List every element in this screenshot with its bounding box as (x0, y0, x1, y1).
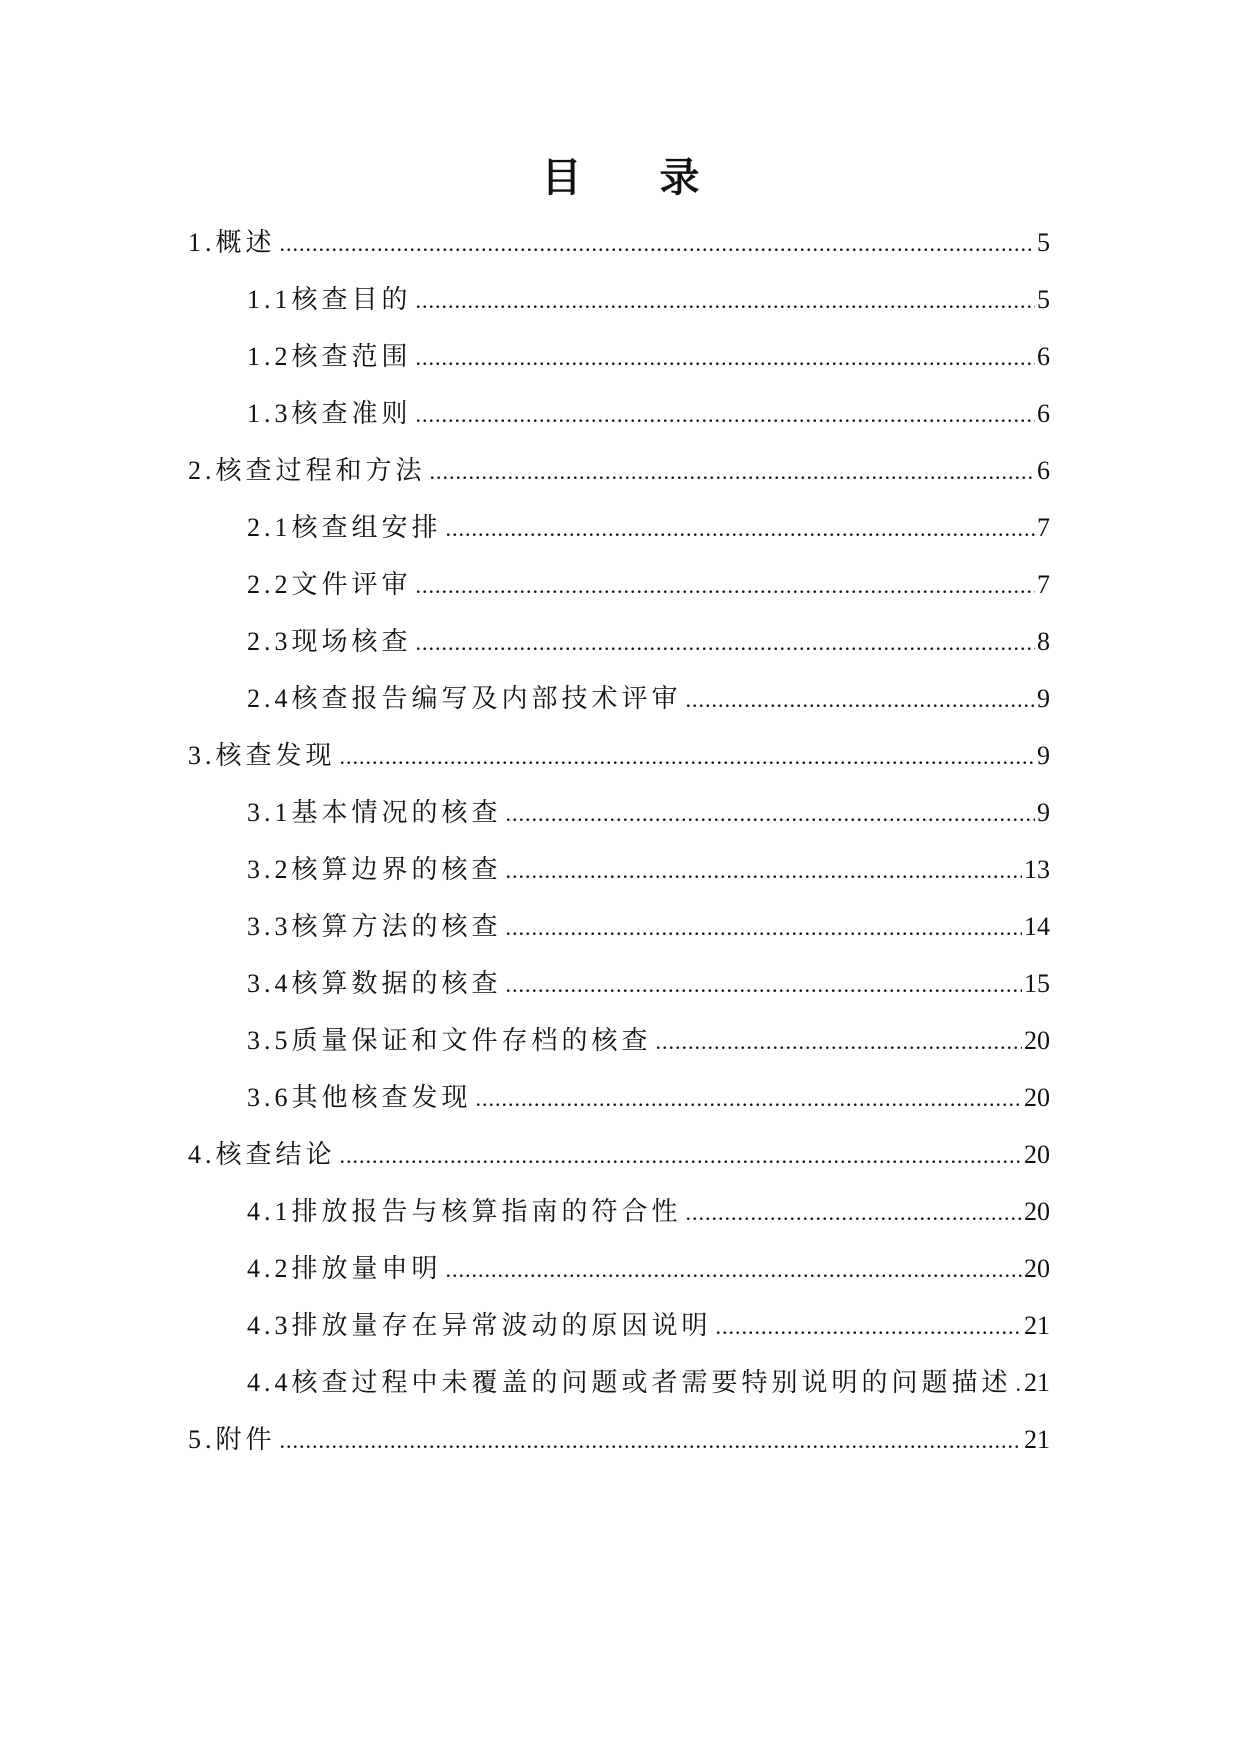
toc-entry-label: 2.4核查报告编写及内部技术评审 (247, 684, 682, 713)
toc-entry[interactable] (188, 391, 1050, 448)
toc-entry[interactable] (188, 1075, 1050, 1132)
toc-page-number: 20 (1024, 1197, 1050, 1226)
page-title: 目 录 (541, 155, 734, 200)
toc-entry-label: 2.1核查组安排 (247, 513, 442, 542)
toc-dot-leader (506, 791, 1035, 837)
toc-dot-leader (716, 1304, 1022, 1350)
toc-entry[interactable] (188, 847, 1050, 904)
toc-entry[interactable] (188, 505, 1050, 562)
toc-page-number: 20 (1024, 1140, 1050, 1169)
toc-entry[interactable] (188, 961, 1050, 1018)
toc-entry-label: 4.4核查过程中未覆盖的问题或者需要特别说明的问题描述 (247, 1368, 1012, 1397)
toc-page-number: 9 (1037, 684, 1050, 713)
toc-page-number: 9 (1037, 798, 1050, 827)
toc-entry-label: 2.2文件评审 (247, 570, 412, 599)
toc-entry-label: 3.1基本情况的核查 (247, 798, 502, 827)
toc-dot-leader (280, 1418, 1022, 1464)
toc-dot-leader (430, 449, 1035, 495)
toc-page-number: 20 (1024, 1026, 1050, 1055)
toc-entry[interactable] (188, 448, 1050, 505)
toc-page-number: 6 (1037, 399, 1050, 428)
toc-entry-label: 5.附件 (188, 1425, 276, 1454)
toc-dot-leader (416, 620, 1035, 666)
toc-page-number: 7 (1037, 513, 1050, 542)
toc-page-number: 6 (1037, 456, 1050, 485)
toc-page-number: 8 (1037, 627, 1050, 656)
toc-page-number: 7 (1037, 570, 1050, 599)
toc-entry-label: 1.3核查准则 (247, 399, 412, 428)
toc-entry-label: 1.1核查目的 (247, 285, 412, 314)
toc-entry-label: 4.1排放报告与核算指南的符合性 (247, 1197, 682, 1226)
toc-page-number: 15 (1024, 969, 1050, 998)
toc-page-number: 9 (1037, 741, 1050, 770)
toc-entry[interactable] (188, 1246, 1050, 1303)
toc-page-number: 6 (1037, 342, 1050, 371)
toc-entry-label: 4.核查结论 (188, 1140, 336, 1169)
toc-entry-label: 1.概述 (188, 228, 276, 257)
toc-entry[interactable] (188, 1189, 1050, 1246)
toc-entry-label: 1.2核查范围 (247, 342, 412, 371)
toc-dot-leader (280, 221, 1035, 267)
toc-entry-label: 3.2核算边界的核查 (247, 855, 502, 884)
toc-entry-label: 4.2排放量申明 (247, 1254, 442, 1283)
toc-entry-label: 2.3现场核查 (247, 627, 412, 656)
toc-dot-leader (340, 734, 1035, 780)
toc-entry[interactable] (188, 733, 1050, 790)
table-of-contents (188, 220, 1050, 1474)
toc-page-number: 13 (1024, 855, 1050, 884)
toc-entry-label: 3.6其他核查发现 (247, 1083, 472, 1112)
toc-dot-leader (656, 1019, 1022, 1065)
toc-entry[interactable] (188, 220, 1050, 277)
toc-page-number: 20 (1024, 1254, 1050, 1283)
toc-entry[interactable] (188, 1018, 1050, 1075)
toc-entry[interactable] (188, 1360, 1050, 1417)
toc-page-number: 14 (1024, 912, 1050, 941)
toc-dot-leader (506, 848, 1022, 894)
toc-entry[interactable] (188, 904, 1050, 961)
toc-entry-label: 4.3排放量存在异常波动的原因说明 (247, 1311, 712, 1340)
toc-entry[interactable] (188, 562, 1050, 619)
toc-dot-leader (1016, 1361, 1022, 1407)
toc-dot-leader (476, 1076, 1022, 1122)
toc-dot-leader (686, 1190, 1022, 1236)
toc-entry[interactable] (188, 277, 1050, 334)
toc-entry[interactable] (188, 790, 1050, 847)
toc-dot-leader (506, 905, 1022, 951)
toc-entry-label: 3.3核算方法的核查 (247, 912, 502, 941)
toc-entry-label: 3.核查发现 (188, 741, 336, 770)
toc-page-number: 21 (1024, 1425, 1050, 1454)
toc-page-number: 21 (1024, 1368, 1050, 1397)
toc-entry-label: 3.4核算数据的核查 (247, 969, 502, 998)
toc-dot-leader (506, 962, 1022, 1008)
toc-dot-leader (416, 563, 1035, 609)
toc-dot-leader (340, 1133, 1022, 1179)
toc-entry[interactable] (188, 1303, 1050, 1360)
toc-dot-leader (416, 278, 1035, 324)
toc-entry[interactable] (188, 1132, 1050, 1189)
toc-entry[interactable] (188, 1417, 1050, 1474)
toc-entry[interactable] (188, 619, 1050, 676)
toc-page-number: 20 (1024, 1083, 1050, 1112)
toc-entry-label: 2.核查过程和方法 (188, 456, 426, 485)
toc-entry[interactable] (188, 676, 1050, 733)
toc-dot-leader (446, 1247, 1022, 1293)
toc-dot-leader (416, 335, 1035, 381)
toc-dot-leader (446, 506, 1035, 552)
toc-page-number: 21 (1024, 1311, 1050, 1340)
toc-entry[interactable] (188, 334, 1050, 391)
toc-page-number: 5 (1037, 285, 1050, 314)
toc-dot-leader (416, 392, 1035, 438)
toc-entry-label: 3.5质量保证和文件存档的核查 (247, 1026, 652, 1055)
toc-page-number: 5 (1037, 228, 1050, 257)
toc-dot-leader (686, 677, 1035, 723)
